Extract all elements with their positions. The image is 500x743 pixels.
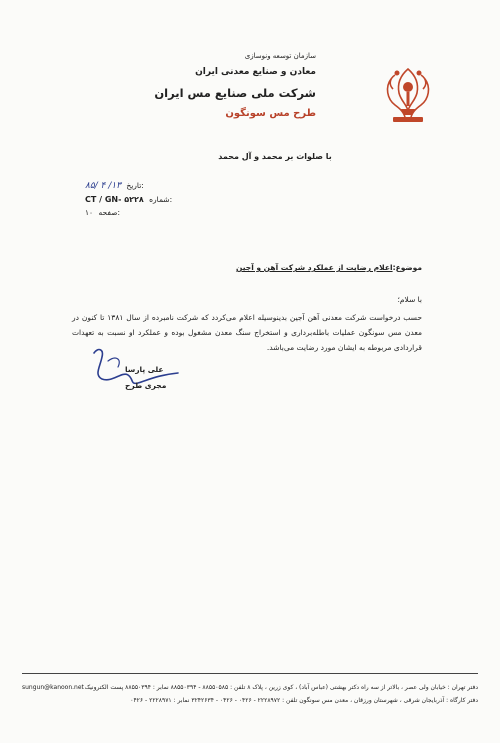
subject-text: اعلام رضایت از عملکرد شرکت آهن و آجین <box>235 263 393 272</box>
date-label: تاریخ: <box>126 181 144 190</box>
number-label: شماره: <box>149 195 173 204</box>
number-value: CT / GN- ۵۲۲۸ <box>85 195 144 204</box>
page-row <box>85 208 120 217</box>
signer-title: مجری طرح <box>125 381 167 390</box>
footer-workshop-office: دفتر کارگاه : آذربایجان شرقی ، شهرستان ورزقان ، معدن مس سونگون تلفن : ۲۲۲۸۹۷۲ - ۰۴۲۶ - ۰۴۲۶ - ۳۲۴۲۶۳۴ نمابر : ۲۲۲۸۹۷۱ - ۰۴۲۶ <box>130 697 478 704</box>
page-value: ۱۰ <box>85 208 94 217</box>
footer-email: sungun@kanoon.net <box>22 684 84 691</box>
org-line-2: معادن و صنایع معدنی ایران <box>195 67 316 77</box>
page-label: صفحه: <box>98 208 121 217</box>
subject-line <box>236 263 422 272</box>
footer-tehran-office: دفتر تهران : خیابان ولی عصر ، بالاتر از سه راه دکتر بهشتی (عباس آباد) ، کوی زرین ، پلاک ۸ تلفن : ۸۸۵۵۰۵۸۵ - ۸۸۵۵۰۳۹۴ نمابر : ۸۸۵۵۰۳۹۴ پست الکترونیک <box>84 684 478 691</box>
signer-name: علی پارسا <box>125 365 164 374</box>
date-row <box>85 181 144 191</box>
company-logo <box>383 65 433 127</box>
org-line-1: سازمان توسعه ونوسازی <box>244 52 316 60</box>
salutation: با صلوات بر محمد و آل محمد <box>218 152 332 161</box>
subject-label: موضوع: <box>392 263 422 272</box>
date-value: ۸۵/ ۴ /۱۳ <box>85 181 121 191</box>
number-row <box>85 195 172 204</box>
greeting: با سلام؛ <box>397 295 422 304</box>
project-name: طرح مس سونگون <box>225 108 316 119</box>
letter-body: حسب درخواست شرکت معدنی آهن آجین بدینوسیله اعلام می‌کردد که شرکت نامبرده از سال ۱۳۸۱ تا کنون در معدن مس سونگون عملیات باطله‌برداری و استخراج سنگ معدن مشغول بوده و عملکرد او نسبت به تعهدات قراردادی مربوطه به ایشان مورد رضایت می‌باشد. <box>72 313 422 352</box>
footer-divider <box>22 673 478 674</box>
company-name: شرکت ملی صنایع مس ایران <box>154 86 316 100</box>
